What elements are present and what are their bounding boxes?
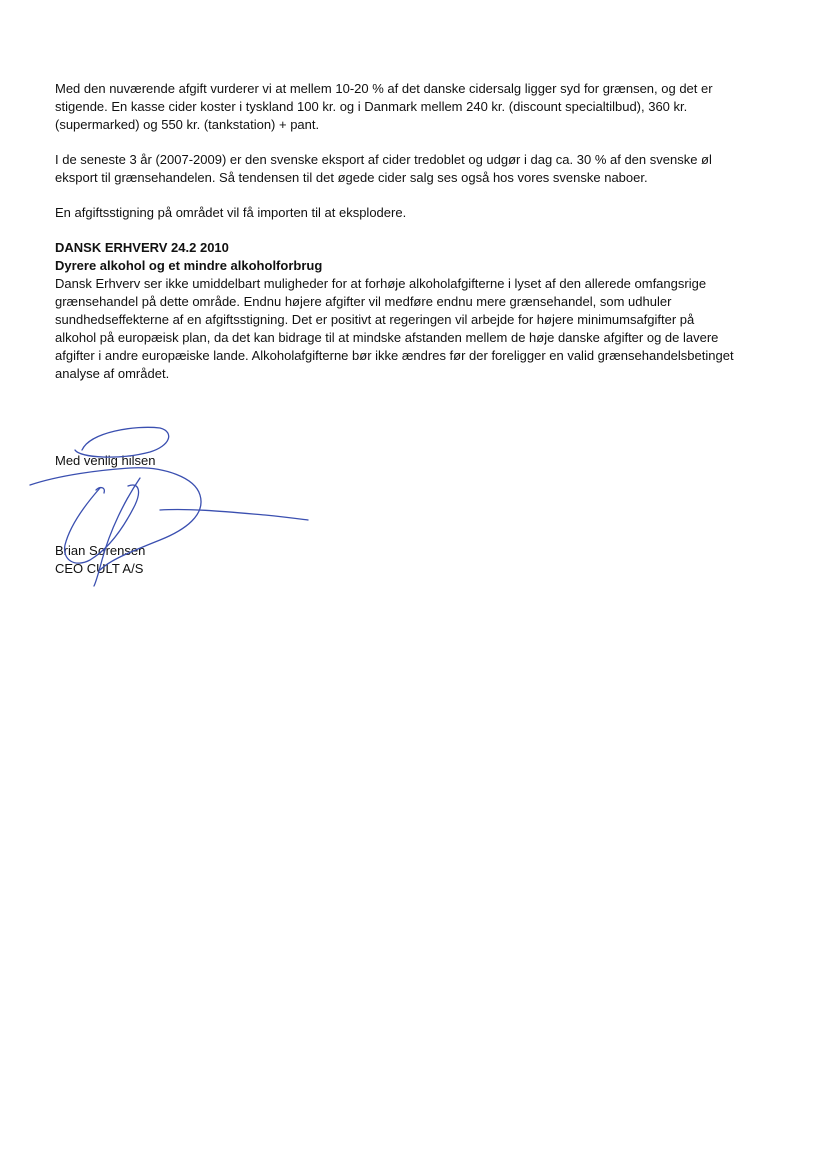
- paragraph-cider-border-trade: Med den nuværende afgift vurderer vi at mellem 10-20 % af det danske cidersalg ligger syd for grænsen, og det er stigende. En kasse cider koster i tyskland 100 kr. og i Danmark mellem 240 kr. (discount specialtilbud), 360 kr. (supermarked) og 550 kr. (tankstation) + pant.: [55, 81, 713, 132]
- paragraph-import-warning: En afgiftsstigning på området vil få importen til at eksplodere.: [55, 205, 407, 220]
- closing-salutation: Med venlig hilsen: [55, 453, 156, 468]
- section-dansk-erhverv: [55, 239, 790, 383]
- section-subheading: Dyrere alkohol og et mindre alkoholforbrug: [55, 258, 323, 273]
- signer-name: Brian Sørensen: [55, 543, 146, 558]
- section-body-text: Dansk Erhverv ser ikke umiddelbart muligheder for at forhøje alkoholafgifterne i lyset af den allerede omfangsrige grænsehandel på dette område. Endnu højere afgifter vil medføre endnu mere grænsehandel, som udhuler sundhedseffekterne af en afgiftsstigning. Det er positivt at regeringen vil arbejde for højere minimumsafgifter på alkohol på europæisk plan, da det kan bidrage til at mindske afstanden mellem de høje danske afgifter og de lavere afgifter i andre europæiske lande. Alkoholafgifterne bør ikke ændres før der foreligger en valid grænsehandelsbetinget analyse af området.: [55, 276, 734, 381]
- signer-block: [55, 542, 145, 578]
- section-heading: DANSK ERHVERV 24.2 2010: [55, 240, 229, 255]
- signer-title: CEO CULT A/S: [55, 561, 144, 576]
- letter-body: [55, 80, 790, 383]
- paragraph-swedish-export: I de seneste 3 år (2007-2009) er den svenske eksport af cider tredoblet og udgør i dag ca. 30 % af den svenske øl eksport til grænsehandelen. Så tendensen til det øgede cider salg ses også hos vores svenske naboer.: [55, 152, 712, 185]
